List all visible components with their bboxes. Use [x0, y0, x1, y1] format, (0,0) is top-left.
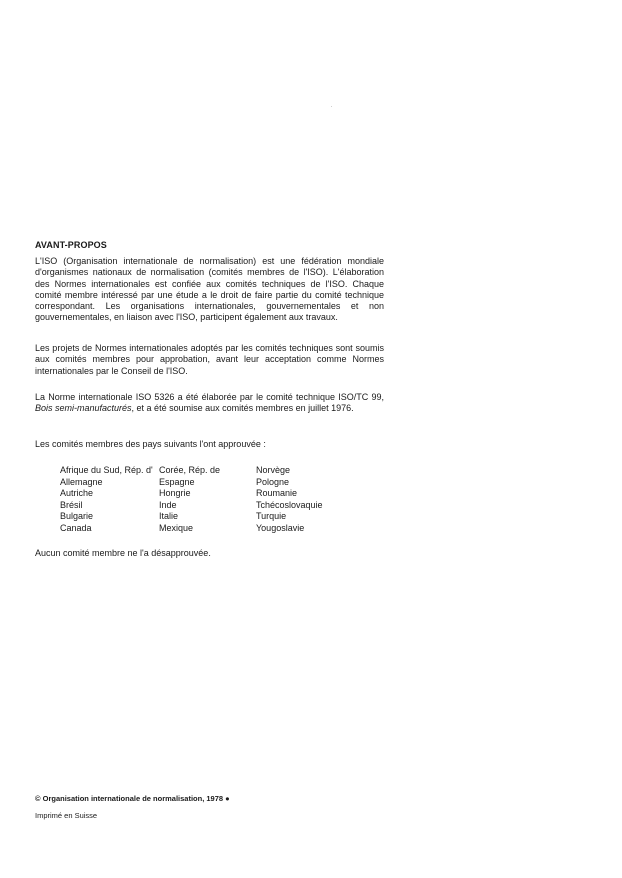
country-item: Turquie: [256, 511, 287, 522]
country-item: Italie: [159, 511, 179, 522]
speck: [331, 106, 332, 107]
country-item: Inde: [159, 499, 177, 510]
country-item: Allemagne: [60, 476, 103, 487]
country-item: Yougoslavie: [256, 522, 305, 533]
country-item: Afrique du Sud, Rép. d': [60, 465, 153, 475]
paragraph-iso-intro: L'ISO (Organisation internationale de normalisation) est une fédération mondiale d'organismes nationaux de normalisation (comités membres de l'ISO). L'élaboration des Normes internationales est confiée aux comités techniques de l'ISO. Chaque comité membre intéressé par une étude a le droit de faire partie du comité technique correspondant. Les organisations internationales, gouvernementales et non gouvernementales, en liaison avec l'ISO, participent également aux travaux.: [35, 256, 384, 323]
country-list: [60, 465, 376, 535]
country-column-1: [60, 465, 159, 535]
country-item: Canada: [60, 522, 92, 533]
country-item: Hongrie: [159, 488, 191, 499]
country-column-3: [256, 465, 376, 535]
country-column-2: [159, 465, 256, 535]
section-heading: AVANT-PROPOS: [35, 240, 107, 250]
copyright-notice: © Organisation internationale de normalisation, 1978 ●: [35, 794, 230, 803]
paragraph-approvers-intro: Les comités membres des pays suivants l'ont approuvée :: [35, 439, 266, 449]
country-item: Espagne: [159, 476, 195, 487]
country-item: Roumanie: [256, 488, 298, 499]
country-item: Autriche: [60, 488, 94, 499]
country-item: Norvège: [256, 465, 291, 475]
country-item: Corée, Rép. de: [159, 465, 221, 475]
paragraph-draft-approval: Les projets de Normes internationales adoptés par les comités techniques sont soumis aux comités membres pour approbation, avant leur acceptation comme Normes internationales par le Conseil de l'ISO.: [35, 343, 384, 376]
printed-in-note: Imprimé en Suisse: [35, 811, 98, 820]
paragraph-no-disapproval: Aucun comité membre ne l'a désapprouvée.: [35, 548, 211, 558]
p3-text-start: La Norme internationale ISO 5326 a été élaborée par le comité technique ISO/TC 99,: [35, 392, 384, 402]
p3-text-end: , et a été soumise aux comités membres en juillet 1976.: [131, 403, 354, 414]
p3-committee-title: Bois semi-manufacturés: [35, 403, 132, 414]
country-item: Tchécoslovaquie: [256, 499, 323, 510]
country-item: Brésil: [60, 499, 83, 510]
paragraph-iso-5326: [35, 392, 384, 415]
country-item: Bulgarie: [60, 511, 94, 522]
country-item: Pologne: [256, 476, 290, 487]
country-item: Mexique: [159, 522, 194, 533]
